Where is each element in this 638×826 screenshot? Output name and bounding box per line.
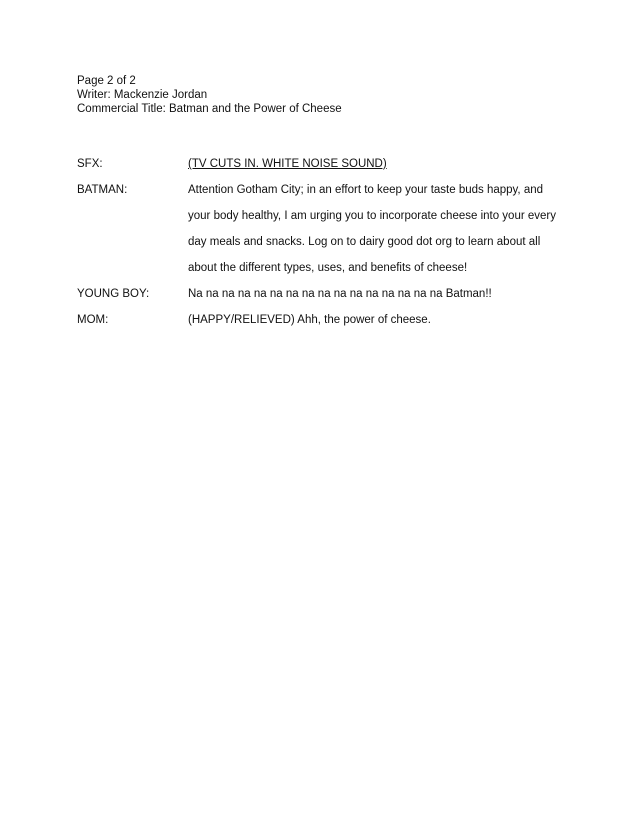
dialogue-line: (TV CUTS IN. WHITE NOISE SOUND) xyxy=(188,158,387,170)
script-entry-mom xyxy=(77,307,577,333)
dialogue-line: day meals and snacks. Log on to dairy good dot org to learn about all xyxy=(188,236,541,248)
dialogue-line: Na na na na na na na na na na na na na na na na Batman!! xyxy=(188,288,492,300)
page-header xyxy=(77,74,342,116)
page-number: Page 2 of 2 xyxy=(77,75,136,87)
dialogue-block xyxy=(188,307,568,333)
dialogue-line: Attention Gotham City; in an effort to keep your taste buds happy, and xyxy=(188,184,544,196)
speaker-label: SFX: xyxy=(77,158,103,170)
speaker-label: MOM: xyxy=(77,314,109,326)
dialogue-block xyxy=(188,151,568,177)
script-body xyxy=(77,151,577,333)
script-entry-young-boy xyxy=(77,281,577,307)
dialogue-line: about the different types, uses, and benefits of cheese! xyxy=(188,262,468,274)
script-entry-batman xyxy=(77,177,577,281)
writer-line: Writer: Mackenzie Jordan xyxy=(77,89,208,101)
script-entry-sfx xyxy=(77,151,577,177)
commercial-title: Commercial Title: Batman and the Power of Cheese xyxy=(77,103,342,115)
dialogue-line: (HAPPY/RELIEVED) Ahh, the power of cheese. xyxy=(188,314,431,326)
dialogue-line: your body healthy, I am urging you to incorporate cheese into your every xyxy=(188,210,556,222)
dialogue-block xyxy=(188,281,568,307)
speaker-label: BATMAN: xyxy=(77,184,128,196)
dialogue-block xyxy=(188,177,568,281)
speaker-label: YOUNG BOY: xyxy=(77,288,150,300)
